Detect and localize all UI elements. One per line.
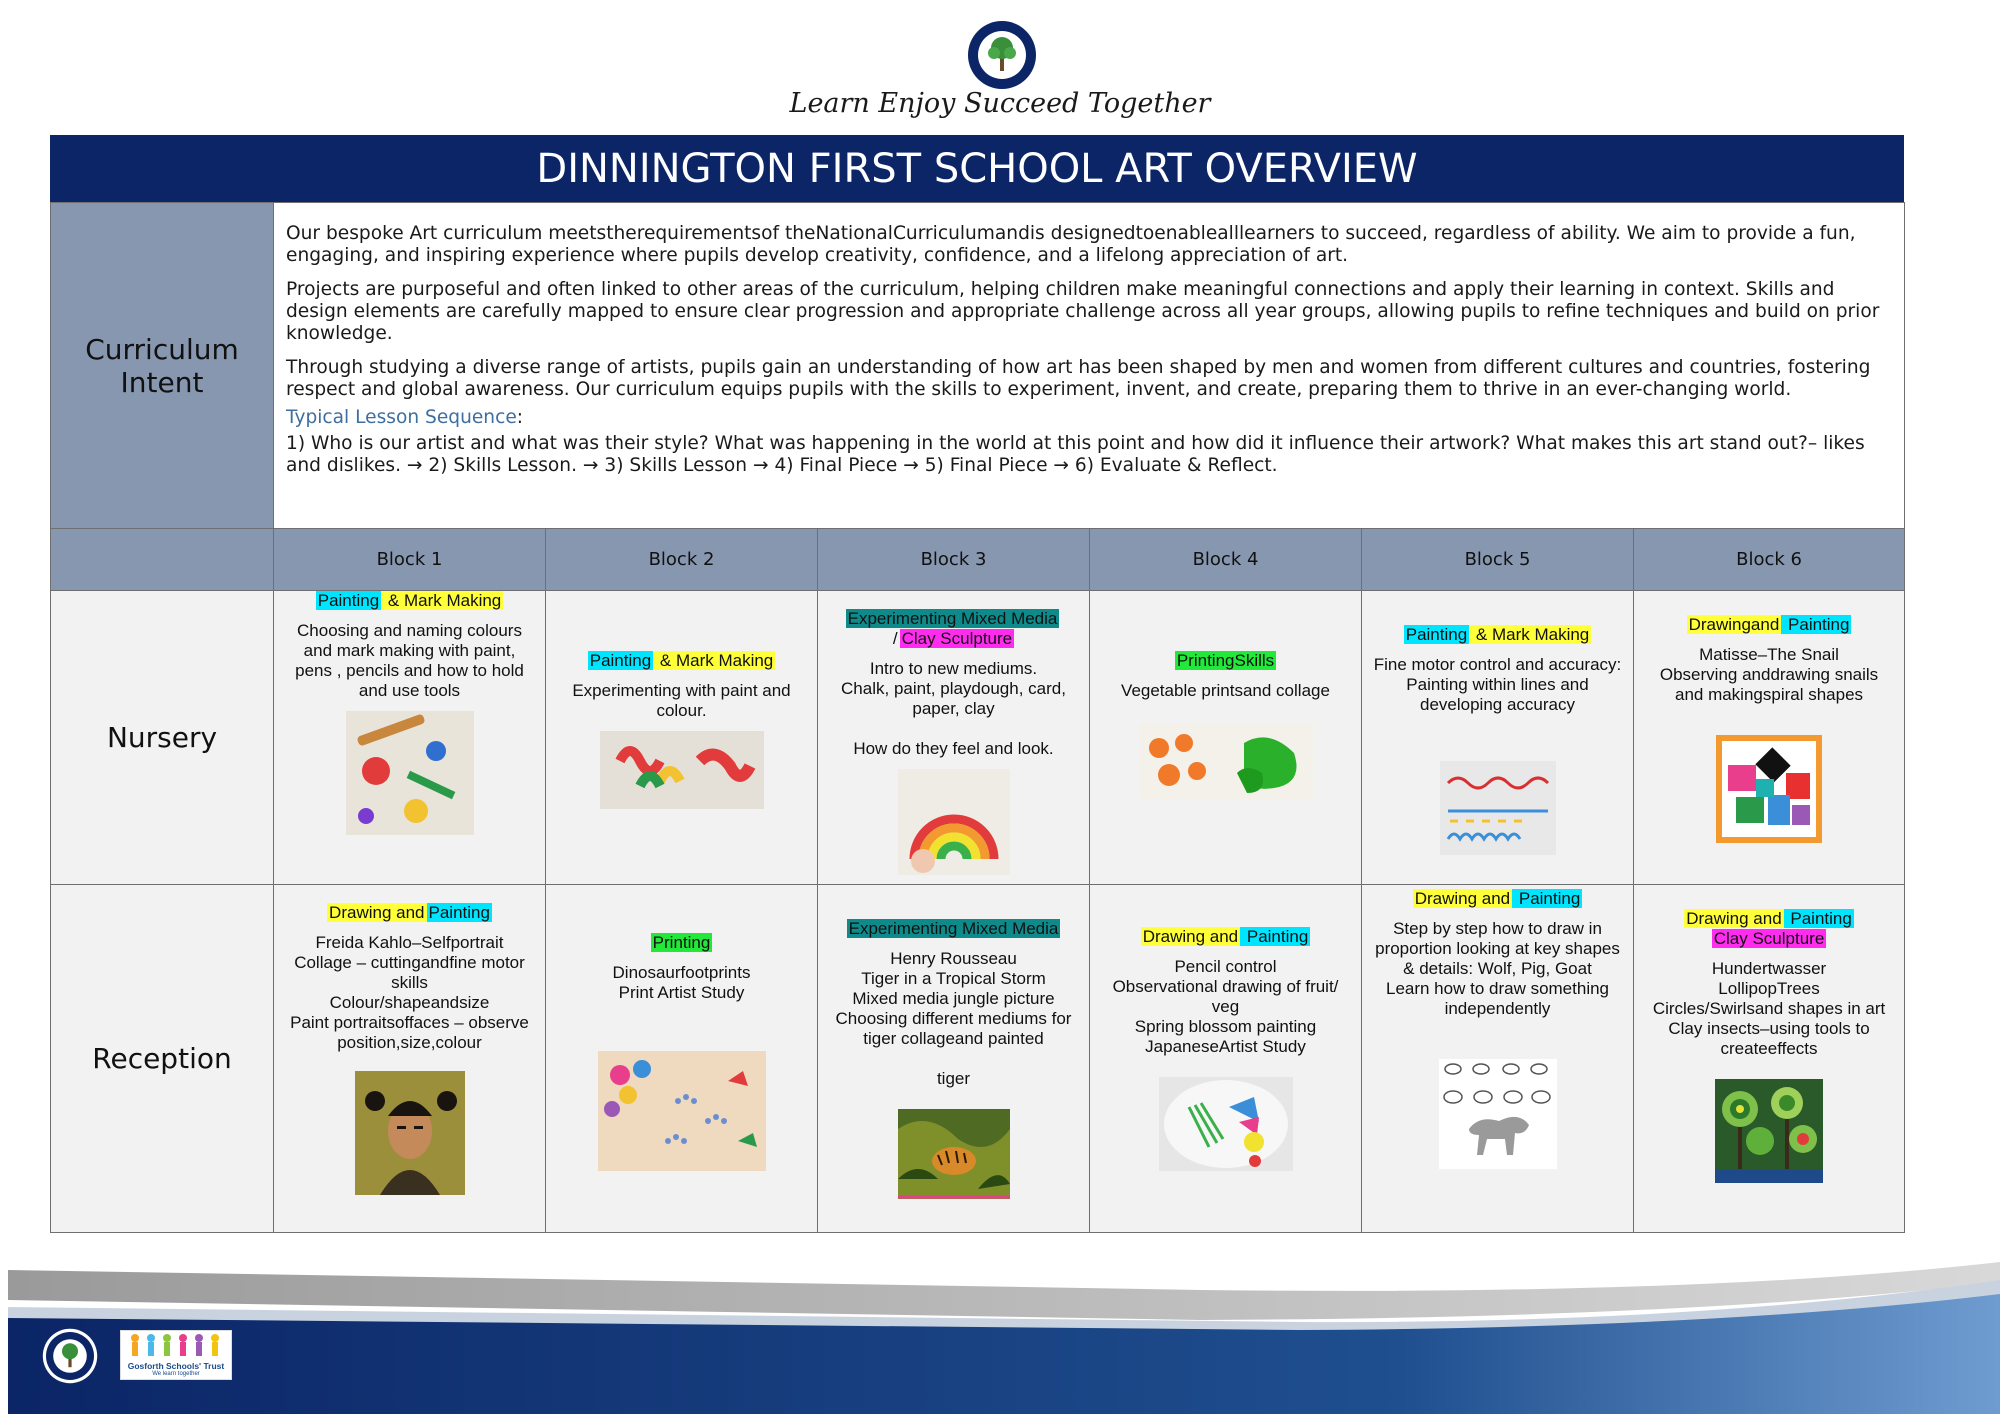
skill-tag: Drawing and (1142, 927, 1239, 946)
block-description: Experimenting with paint and colour. (572, 681, 791, 720)
intent-paragraph: Through studying a diverse range of artists, pupils gain an understanding of how art has been shaped by men and women from different cultures and countries, fostering respect and global awareness. Our curriculum equips pupils with the skills to experiment, invent, and create, preparing them to thrive in an ever-changing world. (286, 357, 1871, 400)
skill-tag: & Mark Making (1471, 625, 1590, 644)
skill-tag: PrintingSkills (1176, 651, 1275, 670)
skill-tag: Experimenting Mixed Media (847, 609, 1058, 628)
lesson-sequence: 1) Who is our artist and what was their style? What was happening in the world at this point and how did it influence their artwork? What makes this art stand out?– likes and dislikes. → 2) Skills Lesson. → 3) Skills Lesson → 4) Final Piece → 5) Final Piece → 6) Evaluate & Reflect. (286, 433, 1865, 476)
block-header: Block 5 (1362, 529, 1634, 591)
skill-tags (1644, 909, 1894, 949)
block-description: Pencil control Observational drawing of fruit/ veg Spring blossom painting JapaneseArtist Study (1112, 957, 1339, 1056)
skill-tag: Experimenting Mixed Media (848, 919, 1059, 938)
skill-tag: Painting (428, 903, 490, 922)
skill-tag: Painting (1242, 927, 1309, 946)
art-block-cell (1362, 885, 1634, 1233)
typical-lesson-sequence-heading: Typical Lesson Sequence: (286, 407, 524, 428)
skill-tag: / (892, 629, 898, 648)
paint-tools-photo (284, 711, 535, 840)
playdough-rainbow-photo (828, 769, 1079, 880)
skill-tag: Painting (1783, 615, 1850, 634)
corner-cell (51, 529, 274, 591)
paint-handprint-photo (556, 731, 807, 814)
art-block-cell (1634, 885, 1905, 1233)
skill-tag: & Mark Making (655, 651, 774, 670)
skill-tag: & Mark Making (383, 591, 502, 610)
art-block-cell (1362, 591, 1634, 885)
block-description: Intro to new mediums. Chalk, paint, playdough, card, paper, clay How do they feel and look. (841, 659, 1066, 758)
skill-tags (1372, 625, 1623, 645)
curriculum-intent-label: Curriculum Intent (51, 203, 274, 529)
intent-paragraph: Projects are purposeful and often linked to other areas of the curriculum, helping children make meaningful connections and apply their learning in context. Skills and design elements are carefully mapped to ensure clear progression and appropriate challenge across all year groups, allowing pupils to refine techniques and build on prior knowledge. (286, 279, 1880, 344)
skill-tag: Painting (317, 591, 380, 610)
skill-tag: Drawing and (329, 903, 425, 922)
skill-tags (1100, 927, 1351, 947)
skill-tag: Painting (1785, 909, 1852, 928)
art-block-cell (1634, 591, 1905, 885)
block-header: Block 2 (546, 529, 818, 591)
art-block-cell (546, 885, 818, 1233)
art-overview-table (50, 202, 1905, 1233)
skill-tags (1372, 889, 1623, 909)
block-description: Henry Rousseau Tiger in a Tropical Storm Mixed media jungle picture Choosing different mediums for tiger collageand painted tiger (835, 949, 1072, 1088)
block-header: Block 1 (274, 529, 546, 591)
matisse-snail-picture (1644, 735, 1894, 848)
art-block-cell (546, 591, 818, 885)
trust-motto: We learn together (152, 1371, 200, 1377)
skill-tags (828, 609, 1079, 649)
skill-tag: Clay Sculpture (1713, 929, 1825, 948)
block-header: Block 6 (1634, 529, 1905, 591)
skill-tag: Painting (1405, 625, 1468, 644)
skill-tags (556, 651, 807, 671)
curriculum-intent-text (274, 203, 1905, 529)
block-description: Matisse–The Snail Observing anddrawing snails and makingspiral shapes (1659, 645, 1879, 704)
school-logo-icon (967, 20, 1037, 90)
block-description: Hundertwasser LollipopTrees Circles/Swirlsand shapes in art Clay insects–using tools to createeffects (1652, 959, 1886, 1058)
school-logo-footer-icon (42, 1328, 98, 1384)
art-block-cell (818, 591, 1090, 885)
rousseau-tiger-picture (828, 1109, 1079, 1204)
row-label-nursery: Nursery (51, 591, 274, 885)
skill-tags (284, 903, 535, 923)
block-description: Step by step how to draw in proportion looking at key shapes & details: Wolf, Pig, Goat Learn how to draw something independently (1375, 919, 1620, 1018)
block-description: Fine motor control and accuracy: Painting within lines and developing accuracy (1373, 655, 1622, 714)
block-header: Block 4 (1090, 529, 1362, 591)
row-label-reception: Reception (51, 885, 274, 1233)
trust-logo (120, 1330, 232, 1380)
vegetable-print-photo (1100, 723, 1351, 804)
block-description: Dinosaurfootprints Print Artist Study (612, 963, 751, 1002)
painted-lines-photo (1372, 761, 1623, 860)
block-description: Freida Kahlo–Selfportrait Collage – cuttingandfine motor skills Colour/shapeandsize Paint portraitsoffaces – observe position,size,colour (290, 933, 529, 1052)
block-description: Choosing and naming colours and mark making with paint, pens , pencils and how to hold and use tools (295, 621, 524, 700)
skill-tags (1644, 615, 1894, 635)
frida-portrait-picture (284, 1071, 535, 1200)
page-title: DINNINGTON FIRST SCHOOL ART OVERVIEW (50, 135, 1904, 202)
art-block-cell (818, 885, 1090, 1233)
block-description: Vegetable printsand collage (1121, 681, 1330, 700)
art-block-cell (274, 885, 546, 1233)
footer-swoosh (0, 1262, 2000, 1414)
skill-tag: Drawing and (1414, 889, 1511, 908)
skill-tags (828, 919, 1079, 939)
children-figures-icon (121, 1331, 231, 1361)
school-motto: Learn Enjoy Succeed Together (789, 88, 1211, 119)
skill-tag: Drawing and (1686, 909, 1782, 928)
art-block-cell (1090, 591, 1362, 885)
fruit-painting-photo (1100, 1077, 1351, 1176)
skill-tags (556, 933, 807, 953)
skill-tags (1100, 651, 1351, 671)
skill-tag: Printing (652, 933, 711, 952)
art-block-cell (1090, 885, 1362, 1233)
hundertwasser-trees-picture (1644, 1079, 1894, 1188)
art-block-cell (274, 591, 546, 885)
skill-tag: Clay Sculpture (901, 629, 1013, 648)
skill-tags (284, 591, 535, 611)
block-header: Block 3 (818, 529, 1090, 591)
animal-drawing-picture (1372, 1059, 1623, 1174)
trust-name: Gosforth Schools' Trust (127, 1361, 225, 1371)
skill-tag: Painting (589, 651, 652, 670)
dinosaur-footprints-photo (556, 1051, 807, 1176)
skill-tag: Painting (1514, 889, 1581, 908)
intent-paragraph: Our bespoke Art curriculum meetstherequirementsof theNationalCurriculumandis designedtoenablealllearners to succeed, regardless of ability. We aim to provide a fun, engaging, and inspiring experience where pupils develop creativity, confidence, and a lifelong appreciation of art. (286, 223, 1856, 266)
skill-tag: Drawingand (1688, 615, 1780, 634)
